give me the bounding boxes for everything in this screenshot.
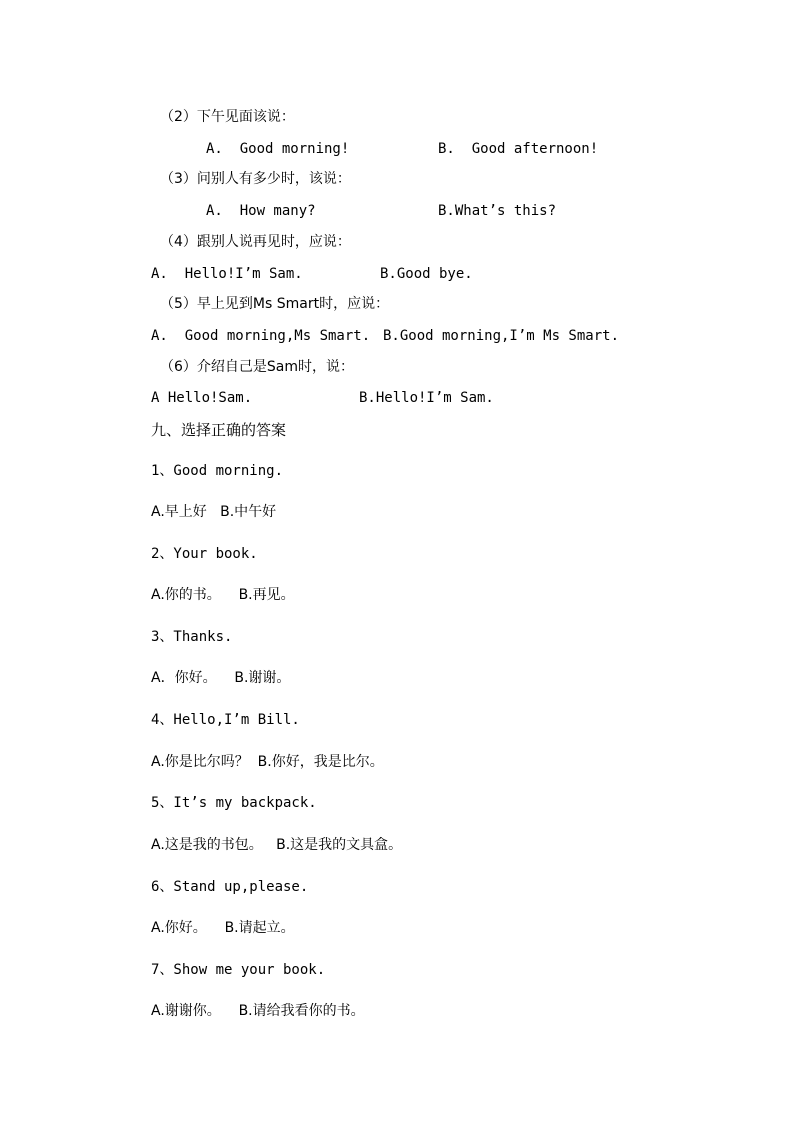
- section-9-options-5: A.这是我的书包。 B.这是我的文具盒。: [151, 837, 403, 853]
- section-9-question-6: 6、Stand up,please.: [151, 879, 309, 895]
- section-9-question-5: 5、It’s my backpack.: [151, 795, 317, 811]
- section-9-question-2: 2、Your book.: [151, 546, 258, 562]
- section-9-options-4: A.你是比尔吗？ B.你好，我是比尔。: [151, 754, 384, 770]
- question-4-prompt: （4）跟别人说再见时，应说：: [160, 234, 351, 250]
- question-3-prompt: （3）问别人有多少时，该说：: [160, 171, 351, 187]
- section-9-options-3: A．你好。 B.谢谢。: [151, 670, 291, 686]
- section-9-options-7: A.谢谢你。 B.请给我看你的书。: [151, 1003, 365, 1019]
- question-6-prompt: （6）介绍自己是Sam时，说：: [160, 359, 355, 375]
- question-2-option-b: B. Good afternoon!: [438, 141, 599, 157]
- section-9-question-4: 4、Hello,I’m Bill.: [151, 712, 300, 728]
- question-2-prompt: （2）下午见面该说：: [160, 109, 295, 125]
- section-9-options-2: A.你的书。 B.再见。: [151, 587, 295, 603]
- question-5-option-a: A. Good morning,Ms Smart.: [151, 328, 371, 344]
- question-2-option-a: A. Good morning!: [206, 141, 350, 157]
- question-4-option-a: A. Hello!I’m Sam.: [151, 266, 303, 282]
- section-9-options-6: A.你好。 B.请起立。: [151, 920, 295, 936]
- section-9-title: 九、选择正确的答案: [151, 421, 287, 439]
- question-3-option-a: A. How many?: [206, 203, 316, 219]
- section-9-question-1: 1、Good morning.: [151, 463, 284, 479]
- question-4-option-b: B.Good bye.: [380, 266, 473, 282]
- section-9-question-3: 3、Thanks.: [151, 629, 233, 645]
- question-6-option-a: A Hello!Sam.: [151, 390, 253, 406]
- question-5-prompt: （5）早上见到Ms Smart时，应说：: [160, 296, 390, 312]
- section-9-options-1: A.早上好 B.中午好: [151, 504, 277, 520]
- question-6-option-b: B.Hello!I’m Sam.: [359, 390, 494, 406]
- question-3-option-b: B.What’s this?: [438, 203, 557, 219]
- section-9-question-7: 7、Show me your book.: [151, 962, 326, 978]
- question-5-option-b: B.Good morning,I’m Ms Smart.: [383, 328, 620, 344]
